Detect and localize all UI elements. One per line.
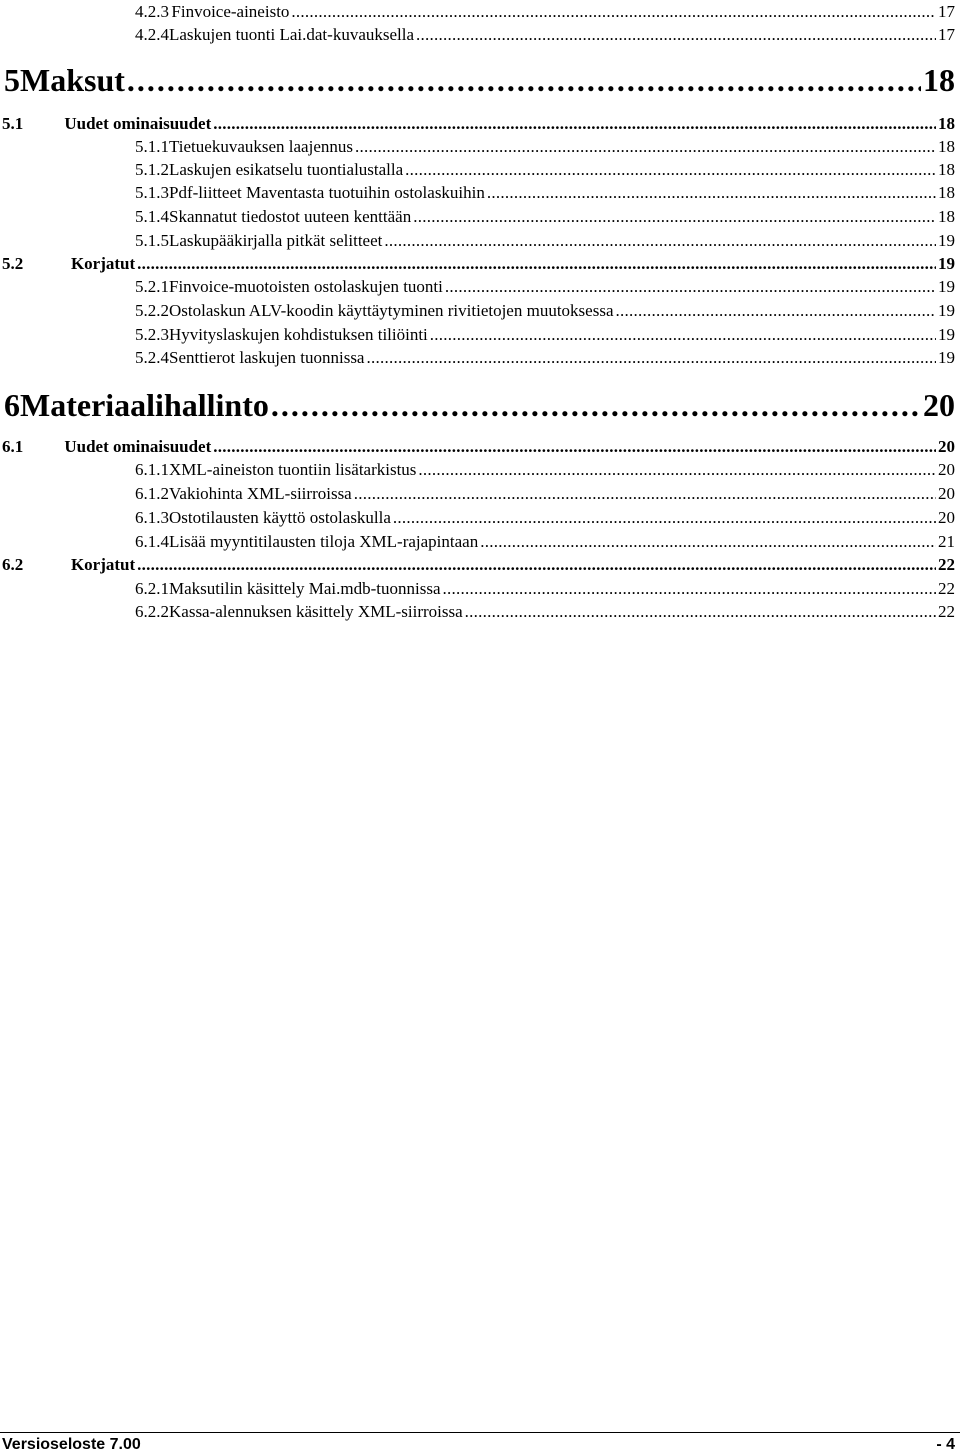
toc-entry-number: 5.1 (2, 114, 24, 133)
toc-entry-number: 6.1.1 (135, 460, 169, 479)
page-footer (2, 1436, 955, 1454)
toc-entry-title: Laskujen tuonti Lai.dat-kuvauksella (169, 25, 415, 44)
toc-entry-page: 19 (938, 254, 955, 273)
toc-entry-number: 5.2.1 (135, 277, 169, 296)
toc-entry[interactable] (135, 602, 955, 626)
toc-entry-number: 6.2.1 (135, 579, 169, 598)
toc-entry-number: 4.2.3 (135, 2, 169, 21)
toc-section-entry[interactable] (2, 114, 955, 138)
toc-entry-page: 19 (938, 231, 955, 250)
toc-entry-title: Laskujen esikatselu tuontialustalla (169, 160, 404, 179)
toc-entry-page: 20 (938, 508, 955, 527)
footer-page-number: - 4 (936, 1436, 955, 1453)
toc-entry-title: Ostotilausten käyttö ostolaskulla (169, 508, 391, 527)
toc-chapter-entry[interactable] (4, 62, 955, 102)
toc-entry[interactable] (135, 484, 955, 508)
toc-entry-number: 6.2 (2, 555, 24, 574)
toc-entry-page: 22 (938, 579, 955, 598)
toc-entry[interactable] (135, 2, 955, 26)
toc-section-entry[interactable] (2, 555, 955, 579)
toc-leader-dots (137, 555, 936, 575)
toc-leader-dots (291, 2, 936, 22)
toc-entry-number: 5.1.3 (135, 183, 169, 202)
toc-entry-page: 18 (938, 207, 955, 226)
toc-entry[interactable] (135, 183, 955, 207)
toc-entry-number: 6.1 (2, 437, 24, 456)
toc-entry-page: 17 (938, 2, 955, 21)
toc-leader-dots (418, 460, 936, 480)
toc-entry-number: 5 (4, 62, 20, 98)
toc-leader-dots (465, 602, 936, 622)
toc-entry-page: 18 (938, 114, 955, 133)
toc-leader-dots (616, 301, 937, 321)
toc-leader-dots (213, 437, 936, 457)
toc-entry-title: Lisää myyntitilausten tiloja XML-rajapintaan (169, 532, 479, 551)
toc-entry-title: Maksutilin käsittely Mai.mdb-tuonnissa (169, 579, 441, 598)
toc-entry-page: 21 (938, 532, 955, 551)
toc-leader-dots (443, 579, 936, 599)
toc-leader-dots (137, 254, 936, 274)
toc-leader-dots (366, 348, 936, 368)
toc-entry[interactable] (135, 348, 955, 372)
toc-entry-page: 20 (938, 460, 955, 479)
toc-entry-title: Laskupääkirjalla pitkät selitteet (169, 231, 383, 250)
toc-entry-title: Skannatut tiedostot uuteen kenttään (169, 207, 412, 226)
toc-entry-title: Hyvityslaskujen kohdistuksen tiliöinti (169, 325, 428, 344)
toc-section-entry[interactable] (2, 254, 955, 278)
toc-entry-page: 20 (938, 484, 955, 503)
toc-entry-page: 20 (938, 437, 955, 456)
toc-entry[interactable] (135, 579, 955, 603)
toc-entry-page: 19 (938, 348, 955, 367)
toc-entry-title: Finvoice-muotoisten ostolaskujen tuonti (169, 277, 443, 296)
toc-entry-title: XML-aineiston tuontiin lisätarkistus (169, 460, 417, 479)
toc-leader-dots (393, 508, 936, 528)
toc-entry-number: 5.2.3 (135, 325, 169, 344)
toc-entry[interactable] (135, 532, 955, 556)
footer-document-title: Versioseloste 7.00 (2, 1436, 141, 1453)
toc-leader-dots (430, 325, 936, 345)
toc-entry-page: 19 (938, 301, 955, 320)
toc-leader-dots (127, 62, 921, 99)
toc-entry-title: Senttierot laskujen tuonnissa (169, 348, 365, 367)
toc-entry-title: Korjatut (70, 254, 136, 273)
toc-entry-page: 19 (938, 277, 955, 296)
toc-entry-page: 17 (938, 25, 955, 44)
toc-entry-number: 5.1.1 (135, 137, 169, 156)
toc-entry[interactable] (135, 277, 955, 301)
toc-entry-title: Maksut (20, 62, 125, 98)
toc-entry[interactable] (135, 325, 955, 349)
toc-entry-number: 4.2.4 (135, 25, 169, 44)
toc-entry[interactable] (135, 137, 955, 161)
toc-entry-number: 6.2.2 (135, 602, 169, 621)
toc-entry-number: 6.1.3 (135, 508, 169, 527)
toc-entry-number: 5.2.4 (135, 348, 169, 367)
toc-entry-title: Pdf-liitteet Maventasta tuotuihin ostolaskuihin (169, 183, 485, 202)
toc-entry-number: 5.2 (2, 254, 24, 273)
toc-entry[interactable] (135, 460, 955, 484)
toc-leader-dots (487, 183, 936, 203)
toc-entry-page: 19 (938, 325, 955, 344)
toc-entry-number: 5.1.2 (135, 160, 169, 179)
toc-leader-dots (416, 25, 936, 45)
toc-entry-page: 18 (938, 137, 955, 156)
toc-entry[interactable] (135, 301, 955, 325)
toc-entry-page: 18 (938, 160, 955, 179)
toc-leader-dots (480, 532, 936, 552)
toc-entry-number: 6.1.4 (135, 532, 169, 551)
toc-entry-title: Finvoice-aineisto (171, 2, 290, 21)
toc-entry-title: Tietuekuvauksen laajennus (169, 137, 353, 156)
toc-section-entry[interactable] (2, 437, 955, 461)
toc-entry-title: Materiaalihallinto (20, 387, 269, 423)
toc-entry-number: 6.1.2 (135, 484, 169, 503)
toc-entry-title: Ostolaskun ALV-koodin käyttäytyminen rivitietojen muutoksessa (169, 301, 614, 320)
toc-entry-number: 5.1.4 (135, 207, 169, 226)
toc-leader-dots (213, 114, 936, 134)
toc-entry-page: 20 (923, 387, 955, 423)
toc-entry-title: Uudet ominaisuudet (64, 437, 212, 456)
toc-entry[interactable] (135, 508, 955, 532)
toc-entry[interactable] (135, 207, 955, 231)
toc-chapter-entry[interactable] (4, 387, 955, 427)
toc-leader-dots (413, 207, 936, 227)
toc-entry-page: 18 (938, 183, 955, 202)
toc-leader-dots (405, 160, 936, 180)
toc-entry-title: Kassa-alennuksen käsittely XML-siirroissa (169, 602, 463, 621)
toc-entry-title: Korjatut (70, 555, 136, 574)
toc-leader-dots (271, 387, 921, 424)
toc-entry-page: 22 (938, 602, 955, 621)
footer-divider (0, 1432, 960, 1433)
toc-entry-page: 22 (938, 555, 955, 574)
toc-leader-dots (354, 484, 936, 504)
toc-leader-dots (384, 231, 936, 251)
toc-entry-number: 6 (4, 387, 20, 423)
toc-entry-title: Uudet ominaisuudet (64, 114, 212, 133)
toc-leader-dots (445, 277, 936, 297)
toc-entry[interactable] (135, 25, 955, 49)
toc-entry[interactable] (135, 160, 955, 184)
toc-entry-number: 5.1.5 (135, 231, 169, 250)
toc-entry-title: Vakiohinta XML-siirroissa (169, 484, 352, 503)
toc-entry-number: 5.2.2 (135, 301, 169, 320)
toc-entry-page: 18 (923, 62, 955, 98)
toc-entry[interactable] (135, 231, 955, 255)
toc-leader-dots (355, 137, 936, 157)
